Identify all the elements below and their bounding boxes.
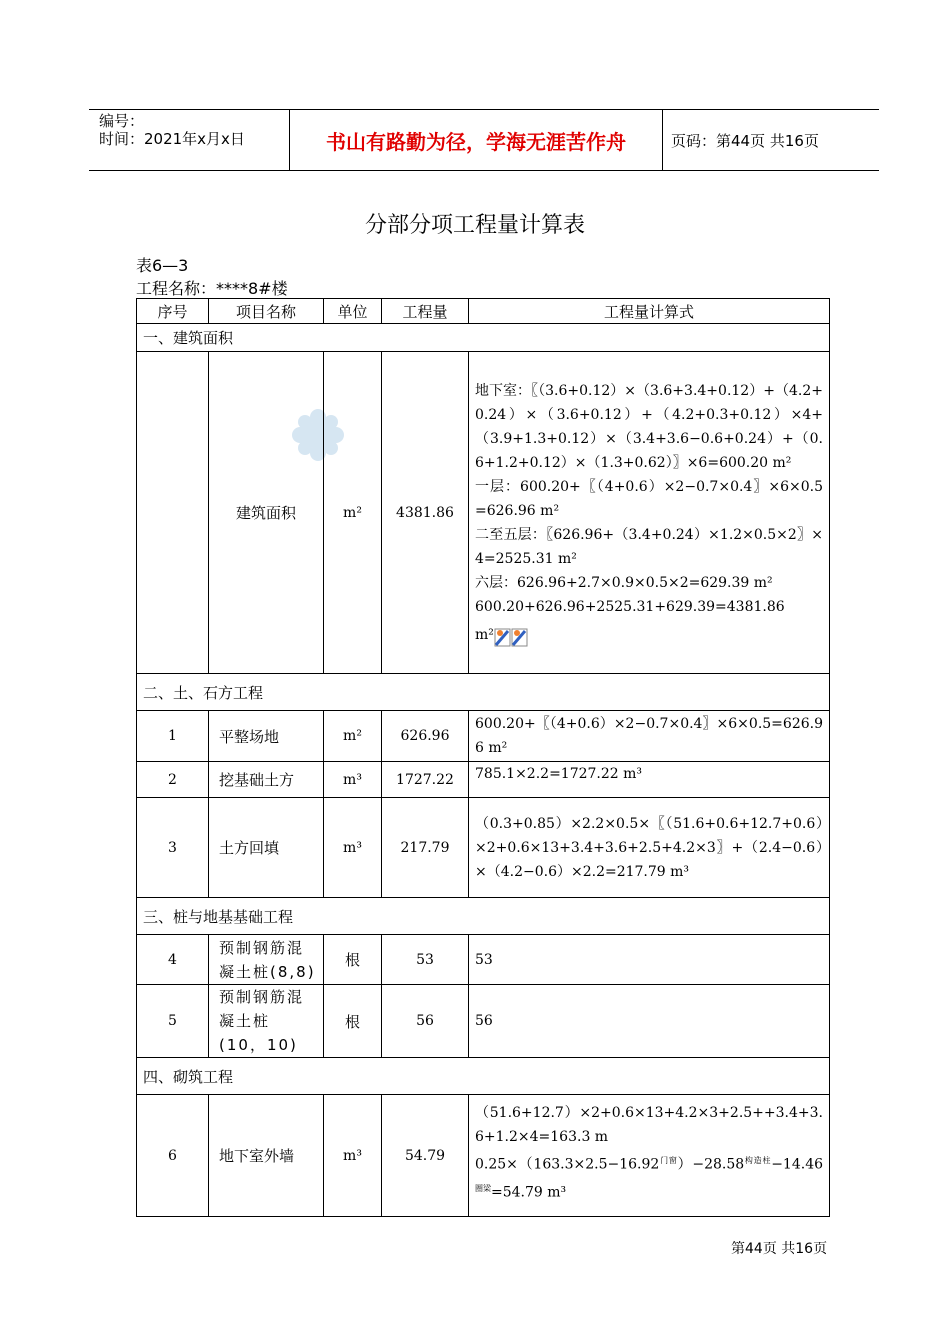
section-row — [137, 674, 830, 711]
page-title: 分部分项工程量计算表 — [364, 213, 585, 238]
formula-line: 六层：626.96+2.7×0.9×0.5×2=629.39 m² — [475, 574, 773, 591]
col-unit: 单位 — [324, 299, 382, 324]
item-no: 5 — [137, 985, 209, 1058]
section-title: 二、土、石方工程 — [137, 674, 830, 711]
formula-line: （51.6+12.7）×2+0.6×13+4.2×3+2.5++3.4+3.6+1.2×4=163.3 m — [475, 1105, 823, 1145]
document-header — [89, 109, 879, 171]
item-formula: 785.1×2.2=1727.22 m³ — [469, 762, 830, 798]
table-header-row — [137, 299, 830, 324]
header-info-cell — [89, 110, 290, 170]
item-unit: 根 — [324, 985, 382, 1058]
item-unit: m³ — [324, 798, 382, 898]
section-row — [137, 1058, 830, 1095]
item-formula: （0.3+0.85）×2.2×0.5×〖（51.6+0.6+12.7+0.6）×2+0.6×13+3.4+3.6+2.5+4.2×3〗+（2.4−0.6）×（4.2−0.6）×2.2=217.79 m³ — [469, 798, 830, 898]
item-unit: 根 — [324, 935, 382, 985]
col-no: 序号 — [137, 299, 209, 324]
item-qty: 626.96 — [382, 711, 469, 762]
table-row — [137, 711, 830, 762]
formula-line: 600.20+626.96+2525.31+629.39=4381.86 — [475, 598, 785, 615]
formula-unit: m² — [475, 626, 494, 643]
item-qty: 1727.22 — [382, 762, 469, 798]
section-title: 一、建筑面积 — [137, 324, 830, 352]
item-unit: m³ — [324, 1095, 382, 1217]
item-name: 预制钢筋混凝土桩(10，10) — [209, 985, 324, 1058]
table-row — [137, 1095, 830, 1217]
table-row — [137, 985, 830, 1058]
item-name: 地下室外墙 — [209, 1095, 324, 1217]
quantity-table — [136, 298, 830, 1217]
table-row — [137, 798, 830, 898]
item-name: 挖基础土方 — [209, 762, 324, 798]
section-row — [137, 324, 830, 352]
section-title: 四、砌筑工程 — [137, 1058, 830, 1095]
item-qty: 56 — [382, 985, 469, 1058]
item-no: 3 — [137, 798, 209, 898]
broken-image-icon — [494, 623, 530, 647]
item-no: 1 — [137, 711, 209, 762]
table-row — [137, 352, 830, 674]
item-qty: 4381.86 — [382, 352, 469, 674]
item-formula — [469, 1095, 830, 1217]
time-label: 时间：2021年x月x日 — [99, 130, 245, 148]
formula-line: $0.25\times(163.3\times 2.5-16.92^{门窗})-28.58^{构造柱}-14.46^{圈梁}=54.79$ m³ — [475, 1156, 824, 1201]
formula-line: 二至五层：〖626.96+（3.4+0.24）×1.2×0.5×2〗×4=2525.31 m² — [475, 526, 823, 567]
col-qty: 工程量 — [382, 299, 469, 324]
table-number: 表6—3 — [136, 256, 189, 275]
item-no: 2 — [137, 762, 209, 798]
table-row — [137, 935, 830, 985]
col-name: 项目名称 — [209, 299, 324, 324]
col-formula: 工程量计算式 — [469, 299, 830, 324]
section-title: 三、桩与地基基础工程 — [137, 898, 830, 935]
item-no: 6 — [137, 1095, 209, 1217]
page-footer: 第44页 共16页 — [731, 1241, 828, 1257]
code-label: 编号： — [99, 112, 145, 130]
section-row — [137, 898, 830, 935]
item-formula: 56 — [469, 985, 830, 1058]
item-formula: 600.20+〖（4+0.6）×2−0.7×0.4〗×6×0.5=626.96 m² — [469, 711, 830, 762]
item-qty: 217.79 — [382, 798, 469, 898]
item-unit: m² — [324, 711, 382, 762]
item-name: 建筑面积 — [209, 352, 324, 674]
table-row — [137, 762, 830, 798]
item-unit: m³ — [324, 762, 382, 798]
formula-line: 地下室：〖（3.6+0.12）×（3.6+3.4+0.12）+（4.2+0.24）×（3.6+0.12）+（4.2+0.3+0.12）×4+（3.9+1.3+0.12）×（3.4+3.6−0.6+0.24）+（0.6+1.2+0.12）×（1.3+0.62）〗×6=600.20 m² — [475, 382, 823, 471]
formula-line: 一层：600.20+〖（4+0.6）×2−0.7×0.4〗×6×0.5=626.96 m² — [475, 478, 823, 519]
item-formula — [469, 352, 830, 674]
item-name: 预制钢筋混凝土桩(8,8) — [209, 935, 324, 985]
item-no: 4 — [137, 935, 209, 985]
item-qty: 54.79 — [382, 1095, 469, 1217]
item-formula: 53 — [469, 935, 830, 985]
item-unit: m² — [324, 352, 382, 674]
item-name: 土方回填 — [209, 798, 324, 898]
page-label: 页码：第44页 共16页 — [671, 131, 819, 150]
motto: 书山有路勤为径，学海无涯苦作舟 — [290, 110, 663, 170]
item-name: 平整场地 — [209, 711, 324, 762]
project-name: 工程名称：****8#楼 — [136, 279, 288, 298]
item-qty: 53 — [382, 935, 469, 985]
